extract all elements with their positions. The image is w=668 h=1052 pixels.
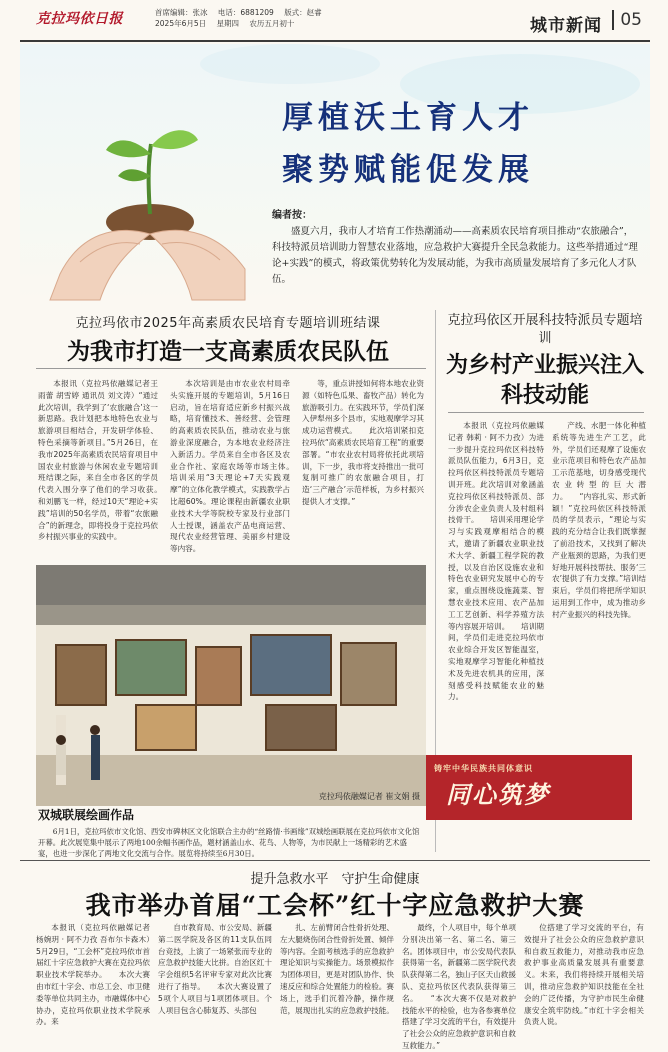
exhibit-paragraph: 6月1日，克拉玛依市文化馆、西安市碑林区文化馆联合主办的“丝路情·书画缘”双城绘画联展在克拉玛依市文化馆开幕。此次展览集中展示了两地100余幅书画作品，题材涵盖山水、花鸟、人物等，为市民献上一场精彩的艺术盛宴，也进一步深化了两地文化交流与合作。展览将持续至6月30日。 (38, 827, 420, 858)
exhibit-text (38, 826, 420, 859)
sidebar-headline: 为乡村产业振兴注入科技动能 (445, 352, 644, 408)
article1-headline: 为我市打造一支高素质农民队伍 (67, 338, 389, 365)
sidebar-column-2 (552, 420, 646, 850)
page-number: 05 (612, 10, 642, 30)
article2-col3-text: 扎、左前臂闭合性骨折处理、左大腿烧伤闭合性骨折处置、倾伴等内容。全面考核选手的应急救护理论知识与实操能力。场景模拟作为团体项目，更是对团队协作、快速反应和综合处置能力的检验。赛场上，选手们沉着冷静，操作规范，展现出扎实的应急救护技能。 (280, 923, 394, 1015)
banner-title-line2: 聚势赋能促发展 (282, 152, 534, 188)
article1-column-1 (38, 378, 174, 560)
article2-col4-text: 最终，个人项目中，每个单项分别决出第一名、第二名、第三名。团体项目中，市公安局代表队获得第一名，新疆第二医学院代表队获得第二名，独山子区天山救援队、克拉玛依区代表队获得第三名。 “本次大赛不仅是对救护技能水平的检验，也为各参赛单位搭建了学习交流的平台，有效提升了社会公众的应急救护意识和自救互救能力。” (402, 923, 516, 1050)
poster-title: 同心筑梦 (446, 780, 550, 809)
masthead-rule (20, 40, 650, 42)
article2-column-3 (280, 922, 394, 1022)
editor-note-label: 编者按： (272, 210, 312, 221)
exhibition-hall-illustration (36, 565, 426, 806)
lunar-date: 农历五月初十 (249, 19, 295, 28)
masthead-info (155, 7, 330, 29)
article1-column-2 (170, 378, 306, 560)
seedling-hands-illustration (20, 84, 260, 300)
masthead (20, 2, 650, 42)
weekday: 星期四 (216, 19, 240, 28)
sidebar-col1-text: 本报讯（克拉玛依融媒记者 韩莉 · 阿不力孜）为进一步提升克拉玛依区科技特派员队伍能力，6月3日，克拉玛依区科技特派员专题培训开班。此次培训对象涵盖克拉玛依区科技特派员、部分涉农企业负责人及村组科技骨干。 培训采用理论学习与实践观摩相结合的模式，邀请了新疆农业职业技术大学、新疆工程学院的教授，以及自治区设施农业和特色农业研究发展中心的专家，重点围绕设施蔬菜、智慧农业技术应用、农产品加工工艺创新、科学养殖方法等内容展开培训。 培训期间，学员们走进克拉玛依市农业综合开发区智能温室，实地观摩学习智能化种植技术及先进农机具的应用，深刻感受科技赋能农业的魅力。 (448, 421, 544, 702)
article1-col1-text: 本报讯（克拉玛依融媒记者王雨蕾 胡雪婷 通讯员 刘文涛）“通过此次培训，我学到了‘农旅融合’这一新思路。我计划把本地特色农业与旅游项目相结合，开发研学体验、特色采摘等新项目。”5月26日，在我市2025年高素质农民培育项目中国农业村旅游与休闲农业专题培训班结课之际，来自全市各区的学员代表入围分享了他们的学习收获。 和刘鹏飞一样，经过10天“理论+实践”培训的50名学员，带着“农旅融合”的新理念，即将投身于克拉玛依乡村振兴事业的实践中。 (38, 379, 174, 542)
article1-col2-text: 本次培训是由市农业农村局牵头实施开展的专题培训，5月16日启动，旨在培育适应新乡村振兴战略，培育懂技术、善经营、会管理的高素质农民队伍，推动农业与旅游业深度融合，为本地农业经济注入新活力。学员来自全市各区及农业合作社、家庭农场等市场主体。 培训采用“3天理论+7天实践观摩”的立体化教学模式，实践教学占比超60%。理论课程由新疆农业职业技术大学等院校专家及行业部门人士授课，涵盖农产品电商运营、现代农业经营管理、美丽乡村建设等内容。 (170, 379, 306, 554)
issue-date: 2025年6月5日 (155, 19, 207, 28)
cloud-decoration (200, 44, 380, 84)
painting-exhibition-photo (36, 565, 426, 806)
feature-banner (20, 44, 650, 300)
layout-editor: 版式：赵睿 (284, 8, 322, 17)
sidebar-kicker: 克拉玛依区开展科技特派员专题培训 (447, 313, 643, 346)
article1-kicker: 克拉玛依市2025年高素质农民培育专题培训班结课 (75, 316, 381, 331)
chief-editor: 首席编辑：张冰 (155, 8, 208, 17)
newspaper-logo: 克拉玛依日报 (36, 11, 123, 27)
article2-kicker: 提升急救水平 守护生命健康 (250, 872, 420, 887)
editor-note-text: 盛夏六月，我市人才培育工作热潮涌动——高素质农民培育项目推动“农旅融合”，科技特派员培训助力智慧农业落地，应急救护大赛提升全民急救能力。这些举措通过“理论+实践”的模式，将政策优势转化为发展动能，为我市高质量发展培育了多元化人才队伍。 (272, 226, 638, 285)
article1-column-3 (302, 378, 424, 560)
article2-column-5 (524, 922, 644, 1027)
article2-col2-text: 自市教育局、市公安局、新疆第二医学院及各区的11支队伍同台竞技，上演了一场紧张而专业的应急救护技能大比拼。自治区红十字会组织5名评审专家对此次比赛进行了指导。 本次大赛设置了5项个人项目与1项团体项目。个人项目包含心肺复苏、头部包 (158, 923, 272, 1015)
exhibit-title: 双城联展绘画作品 (38, 808, 135, 822)
editor-note (272, 208, 642, 288)
article2-headline: 我市举办首届“工会杯”红十字应急救护大赛 (85, 891, 585, 920)
article2-column-1 (36, 922, 150, 1027)
article1-col3-text: 等，重点讲授如何将本地农业资源（如特色瓜果、畜牧产品）转化为旅游吸引力。在实践环节，学员们深入伊犁州多个县市，实地观摩学习其成功运营模式。 此次培训紧扣克拉玛依“高素质农民培育工程”的重要部署。“市农业农村局将依托此项培训，下一步，我市将支持推出一批可复制可推广的农旅融合项目，打造‘三产融合’示范样板，为乡村振兴提供人才支撑。” (302, 379, 424, 506)
phone: 电话：6881209 (217, 8, 274, 17)
sidebar-rule (448, 412, 644, 413)
article2-column-4 (402, 922, 516, 1050)
photo-credit: 克拉玛依融媒记者 崔文娟 摄 (318, 792, 420, 801)
article2-column-2 (158, 922, 272, 1022)
article1-rule (36, 368, 426, 369)
sidebar-column-1 (448, 420, 544, 750)
article2-col1-text: 本报讯（克拉玛依融媒记者 杨婉玥 · 阿不力孜 吾布尔卡森木）5月29日，“工会杯”克拉玛依市首届红十字应急救护大赛在克拉玛依职业技术学院举办。 本次大赛由市红十字会、市总工会、市卫健委等单位共同主办，市融媒体中心协办，克拉玛依职业技术学院承办。来 (36, 923, 150, 1027)
banner-title-line1: 厚植沃土育人才 (282, 100, 534, 136)
sidebar-col2-text: 产线、水肥一体化种植系统等先进生产工艺，此外，学员们还观摩了设施农业示范项目和特色农产品加工示范基地，切身感受现代农业转型的巨大潜力。 “内容扎实、形式新颖！”克拉玛依区科技特派员的学员表示，“理论与实践的充分结合让我们既掌握了前沿技术，又找到了解决产业瓶颈的思路，为我们更好地开展科技帮扶、服务‘三农’提供了有力支撑。”培训结束后，学员们将把所学知识运用到工作中，成为推动乡村产业振兴的科技先锋。 (552, 421, 646, 619)
article2-col5-text: 位搭建了学习交流的平台，有效提升了社会公众的应急救护意识和自救互救能力，对推动我市应急救护事业高质量发展具有重要意义。未来，我们将持续开展相关培训，推动应急救护知识技能在全社会的广泛传播，为守护市民生命健康安全筑牢防线。”市红十字会相关负责人说。 (524, 923, 644, 1027)
poster-slogan: 铸牢中华民族共同体意识 (434, 764, 533, 773)
section-name: 城市新闻 (530, 16, 602, 36)
bottom-section-rule (20, 860, 650, 861)
